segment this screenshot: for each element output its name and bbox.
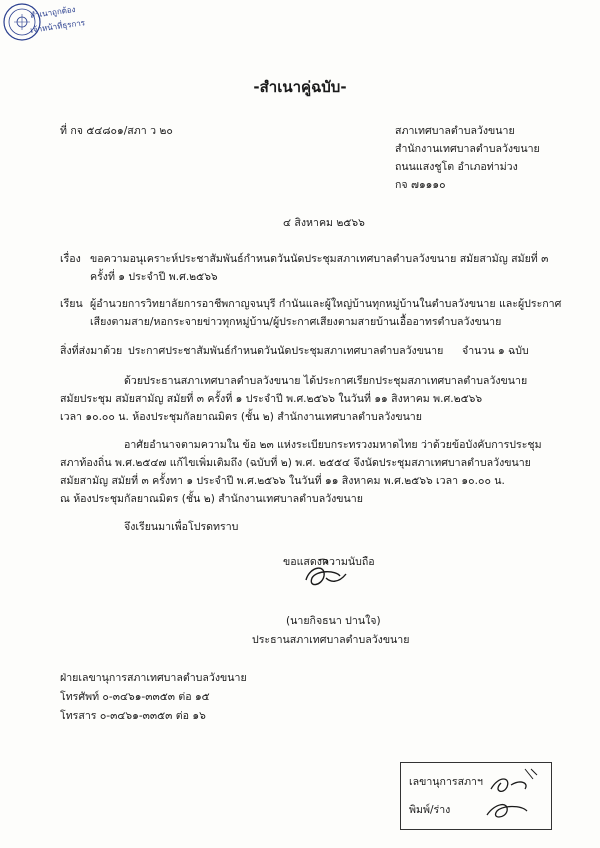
office-initials-box (400, 762, 552, 830)
subject-label: เรื่อง (60, 253, 81, 265)
office-row-typist: พิมพ์/ร่าง (409, 804, 451, 816)
contact-fax: โทรสาร ๐-๓๔๖๑-๓๓๕๓ ต่อ ๑๖ (60, 710, 206, 722)
document-number: ที่ กจ ๕๔๘๐๑/สภา ว ๒๐ (60, 125, 173, 137)
body-paragraph-line: ณ ห้องประชุมกัลยาณมิตร (ชั้น ๒) สำนักงานเทศบาลตำบลวังขนาย (60, 493, 363, 505)
signer-position: ประธานสภาเทศบาลตำบลวังขนาย (252, 634, 410, 646)
body-paragraph-line: อาศัยอำนาจตามความใน ข้อ ๒๓ แห่งระเบียบกระทรวงมหาดไทย ว่าด้วยข้อบังคับการประชุม (124, 439, 542, 451)
page-title: -สำเนาคู่ฉบับ- (253, 78, 347, 96)
body-paragraph-line: สมัยสามัญ สมัยที่ ๓ ครั้งทา ๑ ประจำปี พ.ศ.๒๕๖๖ ในวันที่ ๑๑ สิงหาคม พ.ศ.๒๕๖๖ เวลา ๑๐.๐๐ น. (60, 475, 505, 487)
closing-text: จึงเรียนมาเพื่อโปรดทราบ (124, 521, 239, 533)
recipient-text: เสียงตามสาย/หอกระจายข่าวทุกหมู่บ้าน/ผู้ประกาศเสียงตามสายบ้านเอื้ออาทรตำบลวังขนาย (90, 316, 502, 328)
stamp-officer-text: เจ้าหน้าที่ธุรการ (29, 18, 86, 35)
sender-address-line: สำนักงานเทศบาลตำบลวังขนาย (395, 143, 540, 155)
regards-text: ขอแสดงความนับถือ (283, 556, 375, 568)
body-paragraph-line: สภาท้องถิ่น พ.ศ.๒๕๔๗ แก้ไขเพิ่มเติมถึง (ฉบับที่ ๒) พ.ศ. ๒๕๕๔ จึงนัดประชุมสภาเทศบาลตำบลวังขนาย (60, 457, 531, 469)
stamp-certified-text: สำเนาถูกต้อง (29, 4, 77, 21)
subject-text: ขอความอนุเคราะห์ประชาสัมพันธ์กำหนดวันนัดประชุมสภาเทศบาลตำบลวังขนาย สมัยสามัญ สมัยที่ ๓ (90, 253, 549, 265)
signer-name: (นายกิจธนา ปานใจ) (286, 615, 381, 627)
handwritten-signature (296, 556, 356, 596)
document-date: ๔ สิงหาคม ๒๕๖๖ (283, 217, 365, 229)
enclosure-label: สิ่งที่ส่งมาด้วย (60, 345, 123, 357)
contact-phone: โทรศัพท์ ๐-๓๔๖๑-๓๓๕๓ ต่อ ๑๕ (60, 691, 210, 703)
body-paragraph-line: เวลา ๑๐.๐๐ น. ห้องประชุมกัลยาณมิตร (ชั้น ๒) สำนักงานเทศบาลตำบลวังขนาย (60, 411, 422, 423)
initials-signature (481, 765, 549, 825)
contact-department: ฝ่ายเลขานุการสภาเทศบาลตำบลวังขนาย (60, 672, 247, 684)
enclosure-quantity: จำนวน ๑ ฉบับ (462, 345, 529, 357)
sender-address-line: กจ ๗๑๑๑๐ (395, 179, 446, 191)
sender-address-line: ถนนแสงชูโต อำเภอท่าม่วง (395, 161, 518, 173)
subject-text: ครั้งที่ ๑ ประจำปี พ.ศ.๒๕๖๖ (90, 271, 218, 283)
body-paragraph-line: สมัยประชุม สมัยสามัญ สมัยที่ ๓ ครั้งที่ ๑ ประจำปี พ.ศ.๒๕๖๖ ในวันที่ ๑๑ สิงหาคม พ.ศ.๒๕๖๖ (60, 393, 483, 405)
sender-address-line: สภาเทศบาลตำบลวังขนาย (395, 125, 515, 137)
recipient-label: เรียน (60, 298, 83, 310)
recipient-text: ผู้อำนวยการวิทยาลัยการอาชีพกาญจนบุรี กำนันและผู้ใหญ่บ้านทุกหมู่บ้านในตำบลวังขนาย และผู้ประกาศ (90, 298, 562, 310)
enclosure-text: ประกาศประชาสัมพันธ์กำหนดวันนัดประชุมสภาเทศบาลตำบลวังขนาย (128, 345, 444, 357)
office-row-secretary: เลขานุการสภาฯ (409, 776, 483, 788)
body-paragraph-line: ด้วยประธานสภาเทศบาลตำบลวังขนาย ได้ประกาศเรียกประชุมสภาเทศบาลตำบลวังขนาย (124, 375, 528, 387)
